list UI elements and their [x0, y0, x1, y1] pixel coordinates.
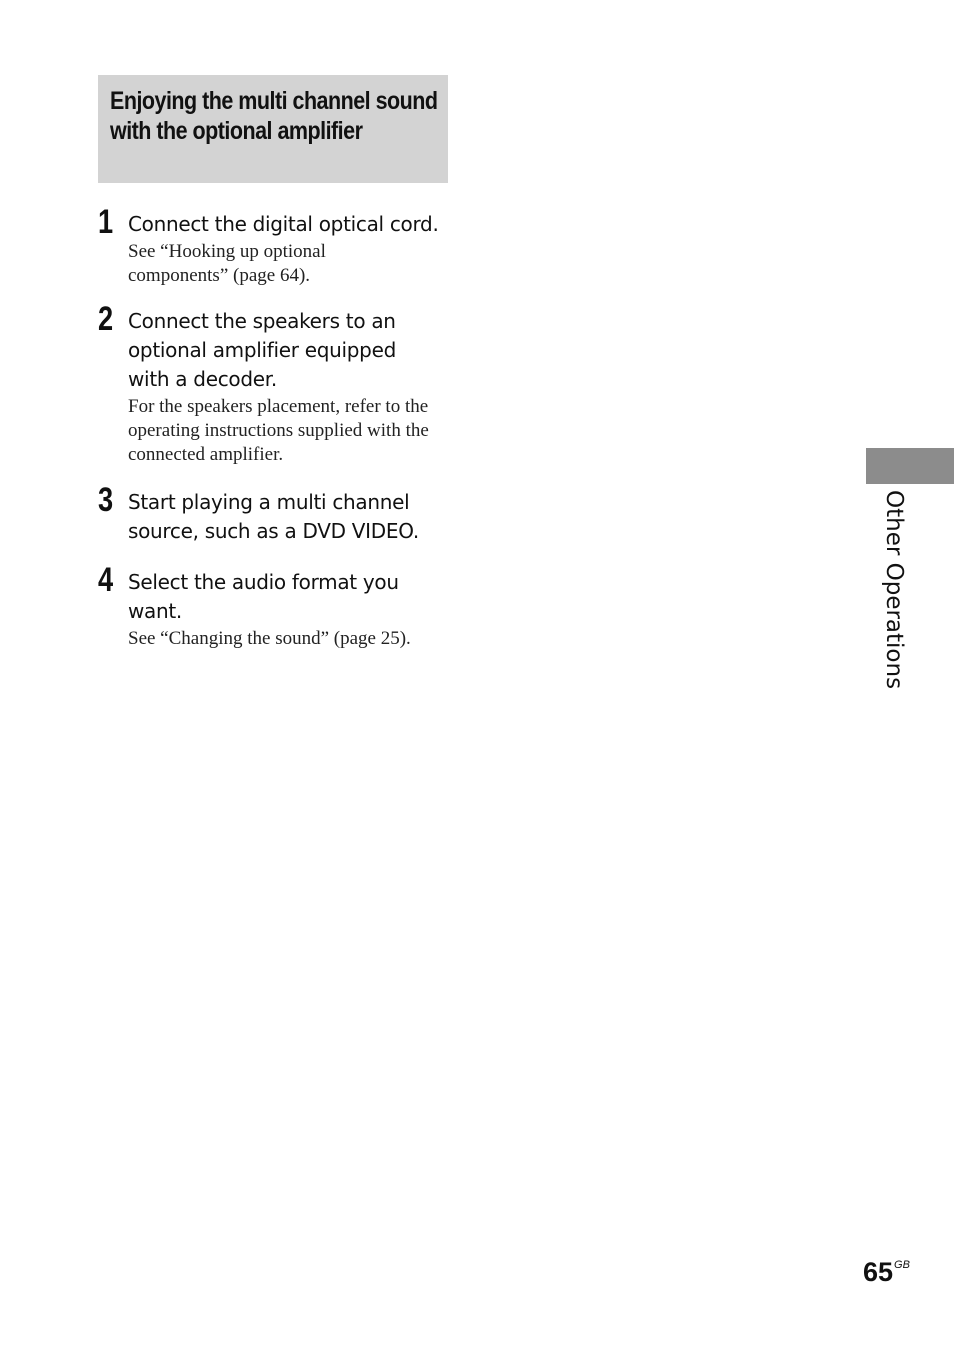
- step-1: [98, 203, 458, 288]
- step-title: Select the audio format you want.: [128, 570, 399, 623]
- step-3: [98, 481, 458, 546]
- page-number-value: 65: [863, 1257, 894, 1287]
- step-number: 3: [98, 481, 114, 519]
- step-number: 4: [98, 561, 114, 599]
- page-number: [863, 1248, 910, 1289]
- step-number: 1: [98, 203, 114, 241]
- step-number: 2: [98, 300, 114, 338]
- side-tab-marker: [866, 448, 954, 484]
- step-2: [98, 300, 458, 467]
- side-tab-label: Other Operations: [881, 490, 907, 690]
- page-number-suffix: GB: [894, 1259, 910, 1271]
- section-header: [98, 75, 448, 183]
- section-title: Enjoying the multi channel sound with the optional amplifier: [110, 87, 438, 145]
- step-title: Connect the speakers to an optional amplifier equipped with a decoder.: [128, 309, 396, 391]
- step-note: See “Changing the sound” (page 25).: [128, 628, 411, 649]
- step-note: See “Hooking up optional components” (page 64).: [128, 241, 326, 286]
- step-4: [98, 561, 458, 651]
- step-title: Start playing a multi channel source, such as a DVD VIDEO.: [128, 490, 419, 543]
- step-note: For the speakers placement, refer to the operating instructions supplied with the connected amplifier.: [128, 396, 429, 465]
- step-title: Connect the digital optical cord.: [128, 212, 439, 236]
